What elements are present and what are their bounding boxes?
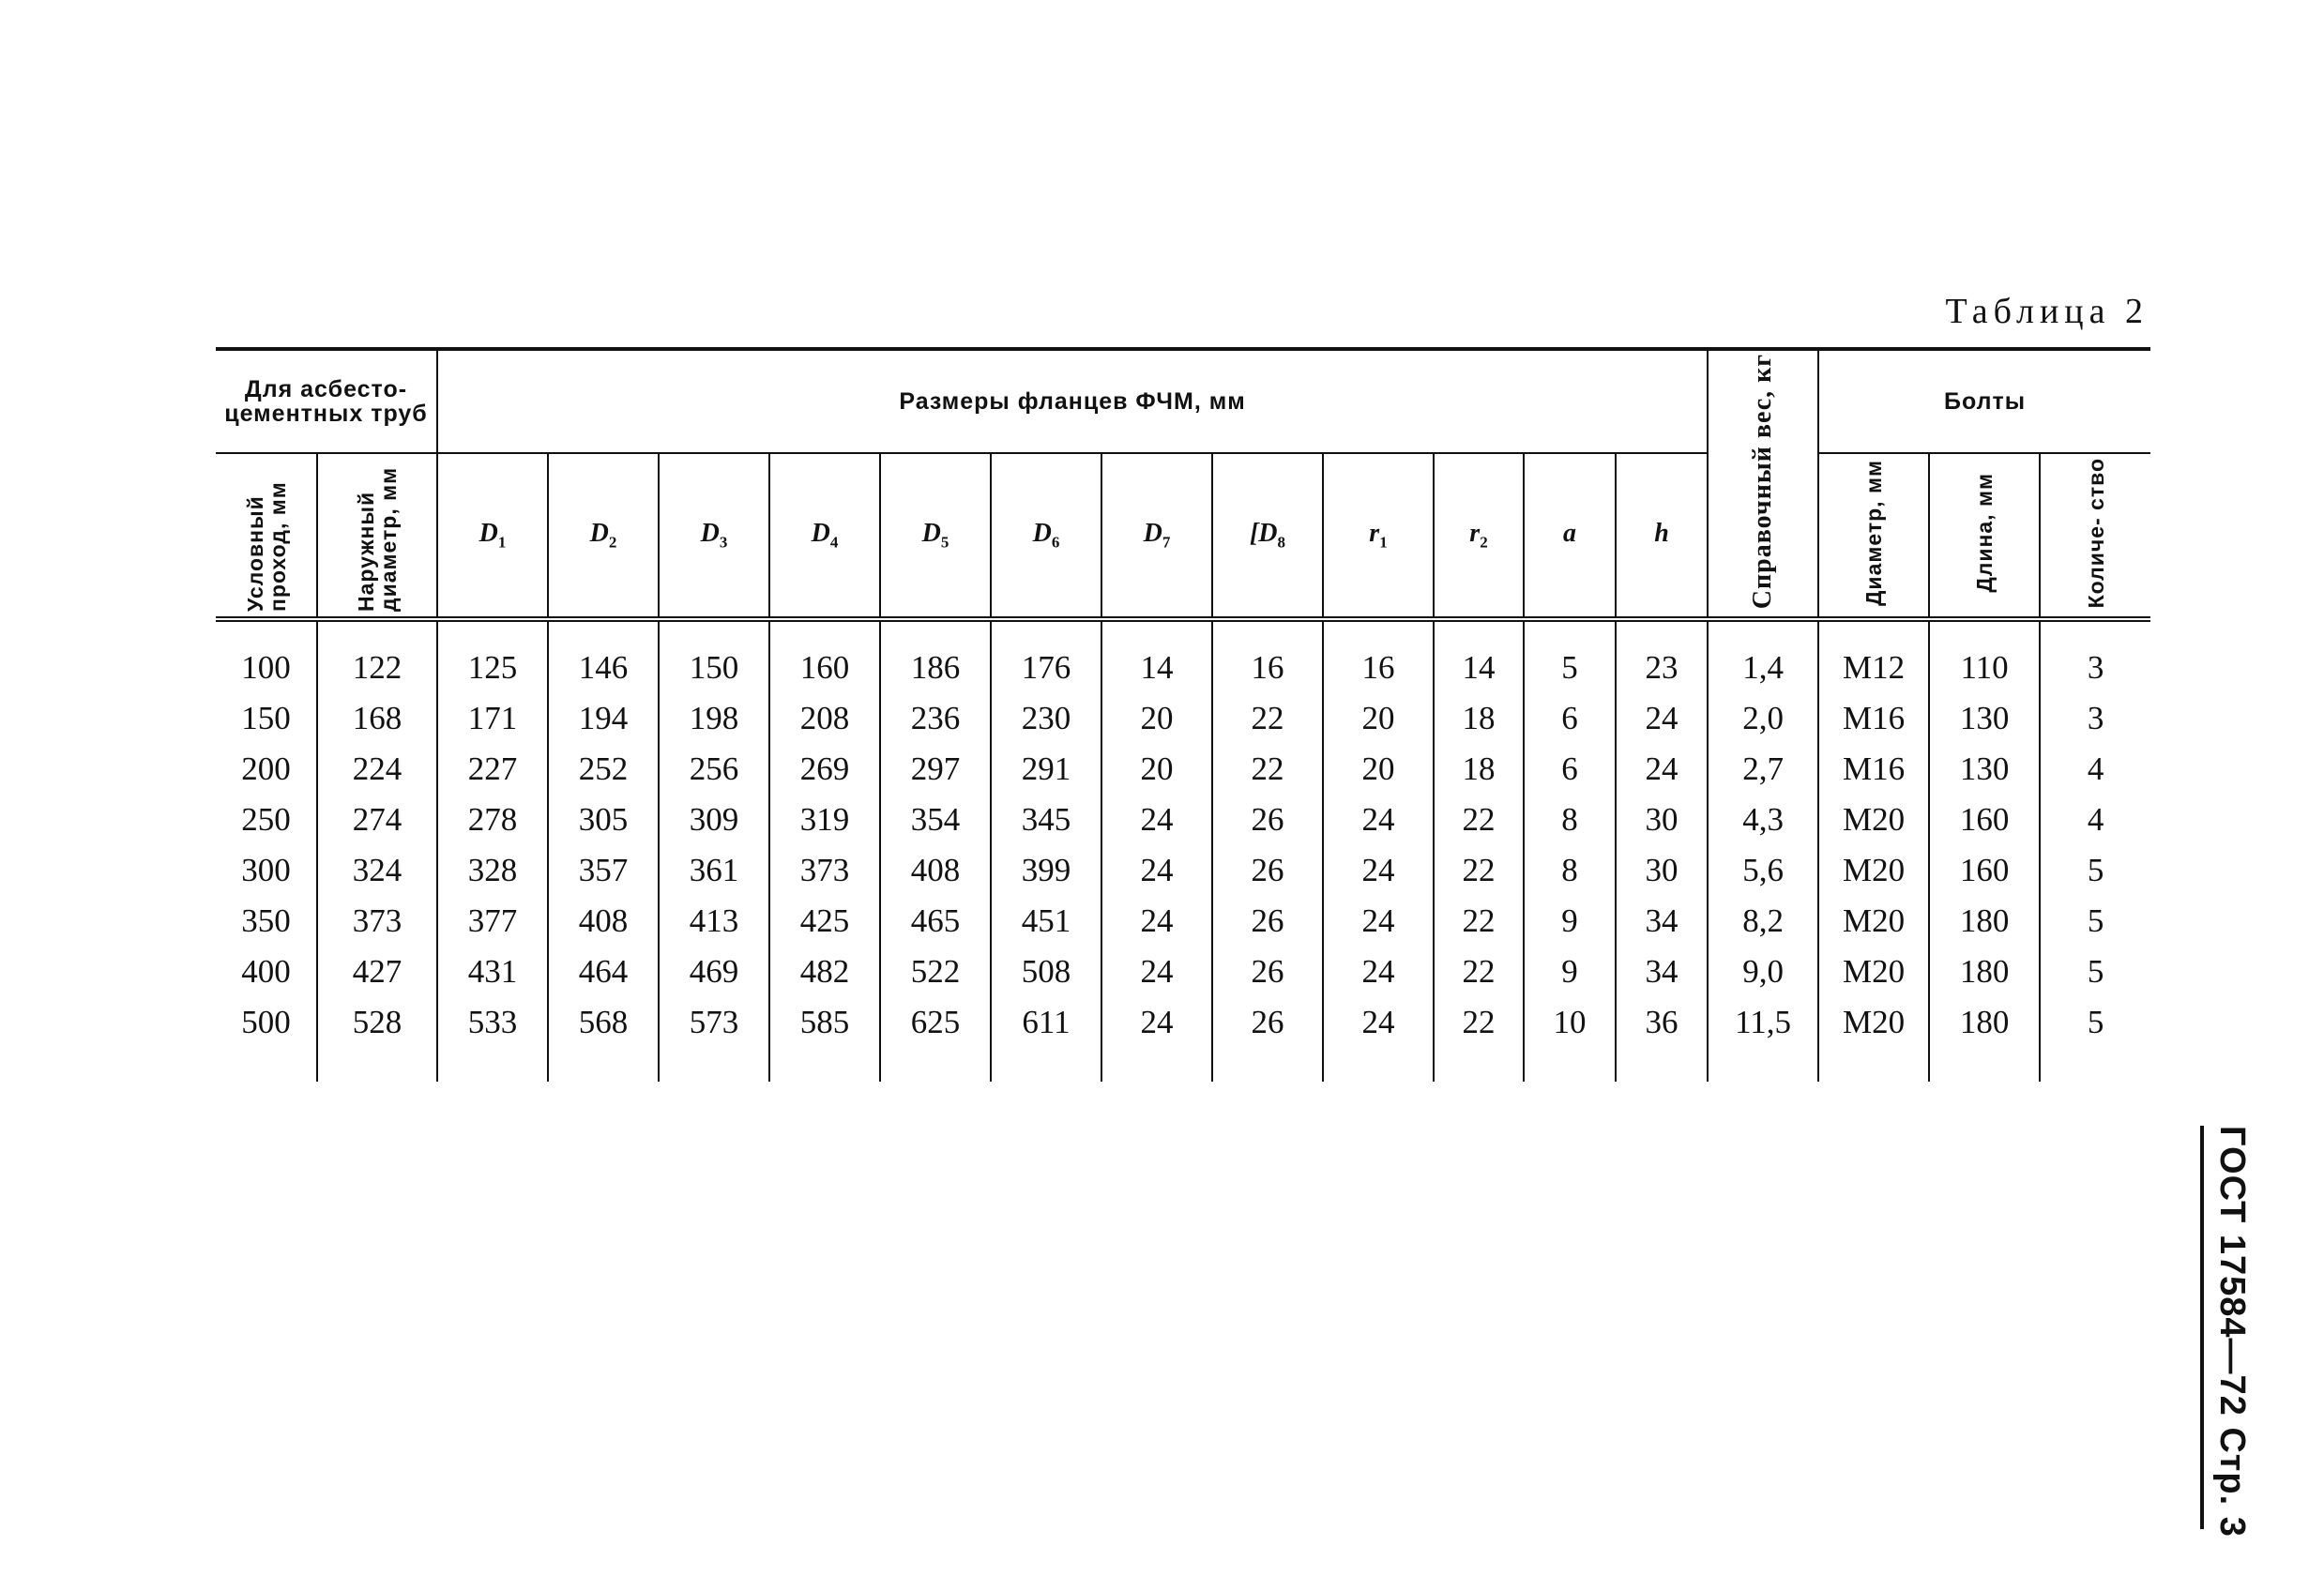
table-cell: 160: [1929, 795, 2040, 845]
table-cell: 9: [1524, 896, 1616, 947]
table-cell: 30: [1616, 845, 1708, 896]
table-tail-cell: [1708, 1048, 1818, 1082]
table-cell: 324: [317, 845, 437, 896]
table-cell: 5,6: [1708, 845, 1818, 896]
table-cell: 482: [769, 947, 880, 997]
bolt-diam-header: [1818, 453, 1929, 619]
flange-col-symbol: [1563, 519, 1576, 548]
table-cell: 464: [548, 947, 659, 997]
table-cell: 425: [769, 896, 880, 947]
table-cell: 373: [769, 845, 880, 896]
flange-table-container: [216, 347, 2134, 1082]
table-cell: 16: [1212, 619, 1323, 693]
table-tail-cell: [1616, 1048, 1708, 1082]
outer-diam-label: Наружный диаметр, мм: [354, 466, 401, 612]
flange-col-letter: D: [921, 518, 941, 548]
flange-col-subscript: 1: [497, 533, 507, 552]
table-cell: 24: [1323, 997, 1434, 1048]
table-cell: 399: [991, 845, 1101, 896]
table-cell: 24: [1616, 744, 1708, 795]
flange-col-symbol: [700, 518, 728, 552]
table-cell: 22: [1434, 896, 1524, 947]
table-cell: 8: [1524, 795, 1616, 845]
table-cell: 9: [1524, 947, 1616, 997]
table-cell: 350: [216, 896, 317, 947]
flange-col-letter: D: [700, 518, 720, 548]
table-cell: 4,3: [1708, 795, 1818, 845]
table-cell: 176: [991, 619, 1101, 693]
table-cell: 150: [659, 619, 769, 693]
table-cell: 24: [1323, 896, 1434, 947]
table-cell: 16: [1323, 619, 1434, 693]
table-cell: М20: [1818, 896, 1929, 947]
table-cell: 168: [317, 693, 437, 744]
table-cell: 568: [548, 997, 659, 1048]
table-cell: 20: [1323, 693, 1434, 744]
flange-col-symbol: [811, 518, 839, 552]
table-row: [216, 693, 2150, 744]
table-cell: 3: [2087, 649, 2104, 686]
table-cell: 278: [437, 795, 548, 845]
table-cell: 24: [1323, 795, 1434, 845]
flange-col-symbol: [1143, 518, 1171, 552]
table-cell: 6: [1524, 744, 1616, 795]
table-cell: 26: [1212, 845, 1323, 896]
table-cell: 400: [216, 947, 317, 997]
table-cell: 20: [1323, 744, 1434, 795]
table-row: [216, 896, 2150, 947]
cond-pass-label: Условный проход, мм: [242, 481, 290, 612]
table-cell: 252: [548, 744, 659, 795]
table-cell: М20: [1818, 845, 1929, 896]
flange-col-letter: [D: [1249, 518, 1278, 548]
flange-col-letter: D: [589, 518, 609, 548]
flange-col-subscript: 2: [608, 533, 617, 552]
table-title: Таблица 2: [1945, 292, 2149, 331]
table-tail-cell: [769, 1048, 880, 1082]
flange-col-subscript: 8: [1277, 533, 1286, 552]
table-tail-cell: [1929, 1048, 2040, 1082]
table-cell: 100: [216, 619, 317, 693]
table-cell: 180: [1929, 947, 2040, 997]
table-cell: 2,7: [1708, 744, 1818, 795]
flange-col-header: [437, 453, 548, 619]
table-cell: 508: [991, 947, 1101, 997]
flange-col-letter: r: [1369, 518, 1380, 548]
table-cell: 26: [1212, 896, 1323, 947]
table-cell: 130: [1929, 744, 2040, 795]
table-cell: 573: [659, 997, 769, 1048]
table-cell: 373: [317, 896, 437, 947]
table-cell: М20: [1818, 795, 1929, 845]
bolt-length-label: Длина, мм: [1972, 473, 1997, 593]
table-row: [216, 845, 2150, 896]
table-tail-cell: [1434, 1048, 1524, 1082]
table-cell: 427: [317, 947, 437, 997]
table-cell: 408: [880, 845, 991, 896]
pipes-group-header: Для асбесто- цементных труб: [216, 349, 437, 453]
table-body: [216, 619, 2150, 1082]
table-cell: 208: [769, 693, 880, 744]
table-tail-row: [216, 1048, 2150, 1082]
flange-col-letter: a: [1563, 518, 1576, 548]
table-cell: 500: [216, 997, 317, 1048]
table-cell: 146: [548, 619, 659, 693]
table-cell: 180: [1929, 997, 2040, 1048]
table-cell: 20: [1101, 744, 1212, 795]
table-cell: 198: [659, 693, 769, 744]
table-row: [216, 947, 2150, 997]
table-cell: 26: [1212, 795, 1323, 845]
column-header-row: [216, 453, 2150, 619]
table-cell: 4: [2087, 750, 2104, 787]
table-cell: 224: [317, 744, 437, 795]
table-cell: 274: [317, 795, 437, 845]
table-cell: 377: [437, 896, 548, 947]
flange-dimensions-table: [216, 347, 2150, 1082]
flange-col-subscript: 7: [1162, 533, 1171, 552]
table-cell: 24: [1616, 693, 1708, 744]
table-tail-cell: [1818, 1048, 1929, 1082]
table-cell: 26: [1212, 947, 1323, 997]
table-cell: 408: [548, 896, 659, 947]
table-cell: 611: [991, 997, 1101, 1048]
flange-col-subscript: 5: [940, 533, 949, 552]
table-cell: 14: [1101, 619, 1212, 693]
flange-col-header: [548, 453, 659, 619]
table-cell: 5: [2087, 902, 2104, 939]
table-cell: 5: [2087, 953, 2104, 990]
flange-col-header: [1524, 453, 1616, 619]
table-cell: 5: [2087, 852, 2104, 888]
ref-weight-label: Справочный вес, кг: [1748, 353, 1778, 610]
flange-col-symbol: [478, 518, 507, 552]
cond-pass-header: [216, 453, 317, 619]
flange-col-letter: r: [1469, 518, 1481, 548]
table-cell: 361: [659, 845, 769, 896]
standard-code-marker: [2200, 1126, 2260, 1538]
table-cell: 522: [880, 947, 991, 997]
flange-col-header: [1616, 453, 1708, 619]
table-cell: 171: [437, 693, 548, 744]
table-cell: 23: [1616, 619, 1708, 693]
flange-col-letter: D: [1143, 518, 1162, 548]
table-cell: 125: [437, 619, 548, 693]
table-row: [216, 795, 2150, 845]
table-cell: 18: [1434, 744, 1524, 795]
table-tail-cell: [880, 1048, 991, 1082]
flange-col-header: [880, 453, 991, 619]
standard-code-text: ГОСТ 17584—72 Стр. 3: [2212, 1126, 2252, 1538]
bolts-group-header: Болты: [1818, 349, 2150, 453]
table-cell: 110: [1929, 619, 2040, 693]
table-cell: 24: [1101, 896, 1212, 947]
table-row: [216, 997, 2150, 1048]
table-cell: 300: [216, 845, 317, 896]
table-cell: 20: [1101, 693, 1212, 744]
flange-col-symbol: [1654, 519, 1669, 548]
table-tail-cell: [1212, 1048, 1323, 1082]
table-cell: 328: [437, 845, 548, 896]
table-cell: 309: [659, 795, 769, 845]
table-cell: 186: [880, 619, 991, 693]
table-cell: 431: [437, 947, 548, 997]
table-cell: 6: [1524, 693, 1616, 744]
table-cell: 354: [880, 795, 991, 845]
table-cell: 24: [1323, 845, 1434, 896]
table-cell: 469: [659, 947, 769, 997]
table-cell: 18: [1434, 693, 1524, 744]
table-cell: 180: [1929, 896, 2040, 947]
table-tail-cell: [548, 1048, 659, 1082]
table-tail-cell: [1524, 1048, 1616, 1082]
table-cell: 585: [769, 997, 880, 1048]
bolt-length-header: [1929, 453, 2040, 619]
table-cell: 319: [769, 795, 880, 845]
flange-col-symbol: [1469, 518, 1488, 552]
table-cell: 291: [991, 744, 1101, 795]
table-cell: 625: [880, 997, 991, 1048]
flange-col-letter: D: [1032, 518, 1052, 548]
table-row: [216, 619, 2150, 693]
flange-col-header: [769, 453, 880, 619]
table-tail-cell: [317, 1048, 437, 1082]
table-cell: М20: [1818, 947, 1929, 997]
flange-col-symbol: [921, 518, 949, 552]
table-cell: 250: [216, 795, 317, 845]
flange-col-subscript: 6: [1051, 533, 1060, 552]
table-cell: 357: [548, 845, 659, 896]
table-cell: 34: [1616, 896, 1708, 947]
bolt-qty-header: [2040, 453, 2150, 619]
table-cell: 8,2: [1708, 896, 1818, 947]
table-cell: 22: [1434, 795, 1524, 845]
table-cell: 528: [317, 997, 437, 1048]
table-cell: 297: [880, 744, 991, 795]
flange-col-subscript: 4: [829, 533, 839, 552]
flange-col-header: [659, 453, 769, 619]
table-cell: 230: [991, 693, 1101, 744]
table-cell: 22: [1434, 845, 1524, 896]
table-cell: 4: [2087, 801, 2104, 838]
table-cell: 122: [317, 619, 437, 693]
bolt-diam-label: Диаметр, мм: [1861, 460, 1887, 606]
table-cell: 5: [1524, 619, 1616, 693]
table-cell: 465: [880, 896, 991, 947]
table-cell: 2,0: [1708, 693, 1818, 744]
table-cell: 1,4: [1708, 619, 1818, 693]
flange-col-symbol: [1249, 518, 1286, 552]
table-cell: 3: [2087, 700, 2104, 736]
flange-col-letter: D: [478, 518, 498, 548]
table-cell: 269: [769, 744, 880, 795]
table-cell: М16: [1818, 693, 1929, 744]
ref-weight-header: [1708, 349, 1818, 619]
outer-diam-header: [317, 453, 437, 619]
table-cell: 305: [548, 795, 659, 845]
table-cell: 5: [2087, 1004, 2104, 1040]
bolt-qty-label: Количе- ство: [2083, 457, 2108, 609]
table-cell: 160: [1929, 845, 2040, 896]
table-row: [216, 744, 2150, 795]
flange-col-symbol: [589, 518, 617, 552]
table-cell: 160: [769, 619, 880, 693]
table-cell: 24: [1323, 947, 1434, 997]
table-cell: 36: [1616, 997, 1708, 1048]
table-cell: 24: [1101, 845, 1212, 896]
table-cell: 14: [1434, 619, 1524, 693]
table-cell: 9,0: [1708, 947, 1818, 997]
flanges-group-header: Размеры фланцев ФЧМ, мм: [437, 349, 1708, 453]
table-cell: 451: [991, 896, 1101, 947]
table-cell: 533: [437, 997, 548, 1048]
table-cell: 22: [1212, 744, 1323, 795]
flange-col-header: [1434, 453, 1524, 619]
table-tail-cell: [659, 1048, 769, 1082]
flange-col-letter: D: [811, 518, 830, 548]
table-cell: 22: [1212, 693, 1323, 744]
flange-col-header: [1323, 453, 1434, 619]
table-cell: 24: [1101, 947, 1212, 997]
flange-col-symbol: [1369, 518, 1388, 552]
table-cell: 24: [1101, 997, 1212, 1048]
flange-col-header: [1212, 453, 1323, 619]
table-cell: 236: [880, 693, 991, 744]
table-cell: 34: [1616, 947, 1708, 997]
table-cell: 345: [991, 795, 1101, 845]
table-cell: 200: [216, 744, 317, 795]
table-cell: 256: [659, 744, 769, 795]
table-tail-cell: [216, 1048, 317, 1082]
table-cell: 22: [1434, 997, 1524, 1048]
table-tail-cell: [2040, 1048, 2150, 1082]
table-cell: 22: [1434, 947, 1524, 997]
table-cell: 10: [1524, 997, 1616, 1048]
table-cell: 194: [548, 693, 659, 744]
table-tail-cell: [437, 1048, 548, 1082]
table-cell: 26: [1212, 997, 1323, 1048]
flange-col-subscript: 3: [719, 533, 728, 552]
table-cell: М12: [1818, 619, 1929, 693]
table-tail-cell: [991, 1048, 1101, 1082]
table-cell: 8: [1524, 845, 1616, 896]
flange-col-subscript: 2: [1480, 533, 1488, 552]
table-cell: 24: [1101, 795, 1212, 845]
flange-col-header: [1101, 453, 1212, 619]
table-cell: 413: [659, 896, 769, 947]
table-cell: 150: [216, 693, 317, 744]
table-cell: 227: [437, 744, 548, 795]
flange-col-subscript: 1: [1379, 533, 1388, 552]
table-cell: М16: [1818, 744, 1929, 795]
flange-col-header: [991, 453, 1101, 619]
table-cell: М20: [1818, 997, 1929, 1048]
flange-col-symbol: [1032, 518, 1060, 552]
table-cell: 130: [1929, 693, 2040, 744]
table-cell: 30: [1616, 795, 1708, 845]
flange-col-letter: h: [1654, 518, 1669, 548]
table-cell: 11,5: [1708, 997, 1818, 1048]
table-tail-cell: [1323, 1048, 1434, 1082]
table-tail-cell: [1101, 1048, 1212, 1082]
